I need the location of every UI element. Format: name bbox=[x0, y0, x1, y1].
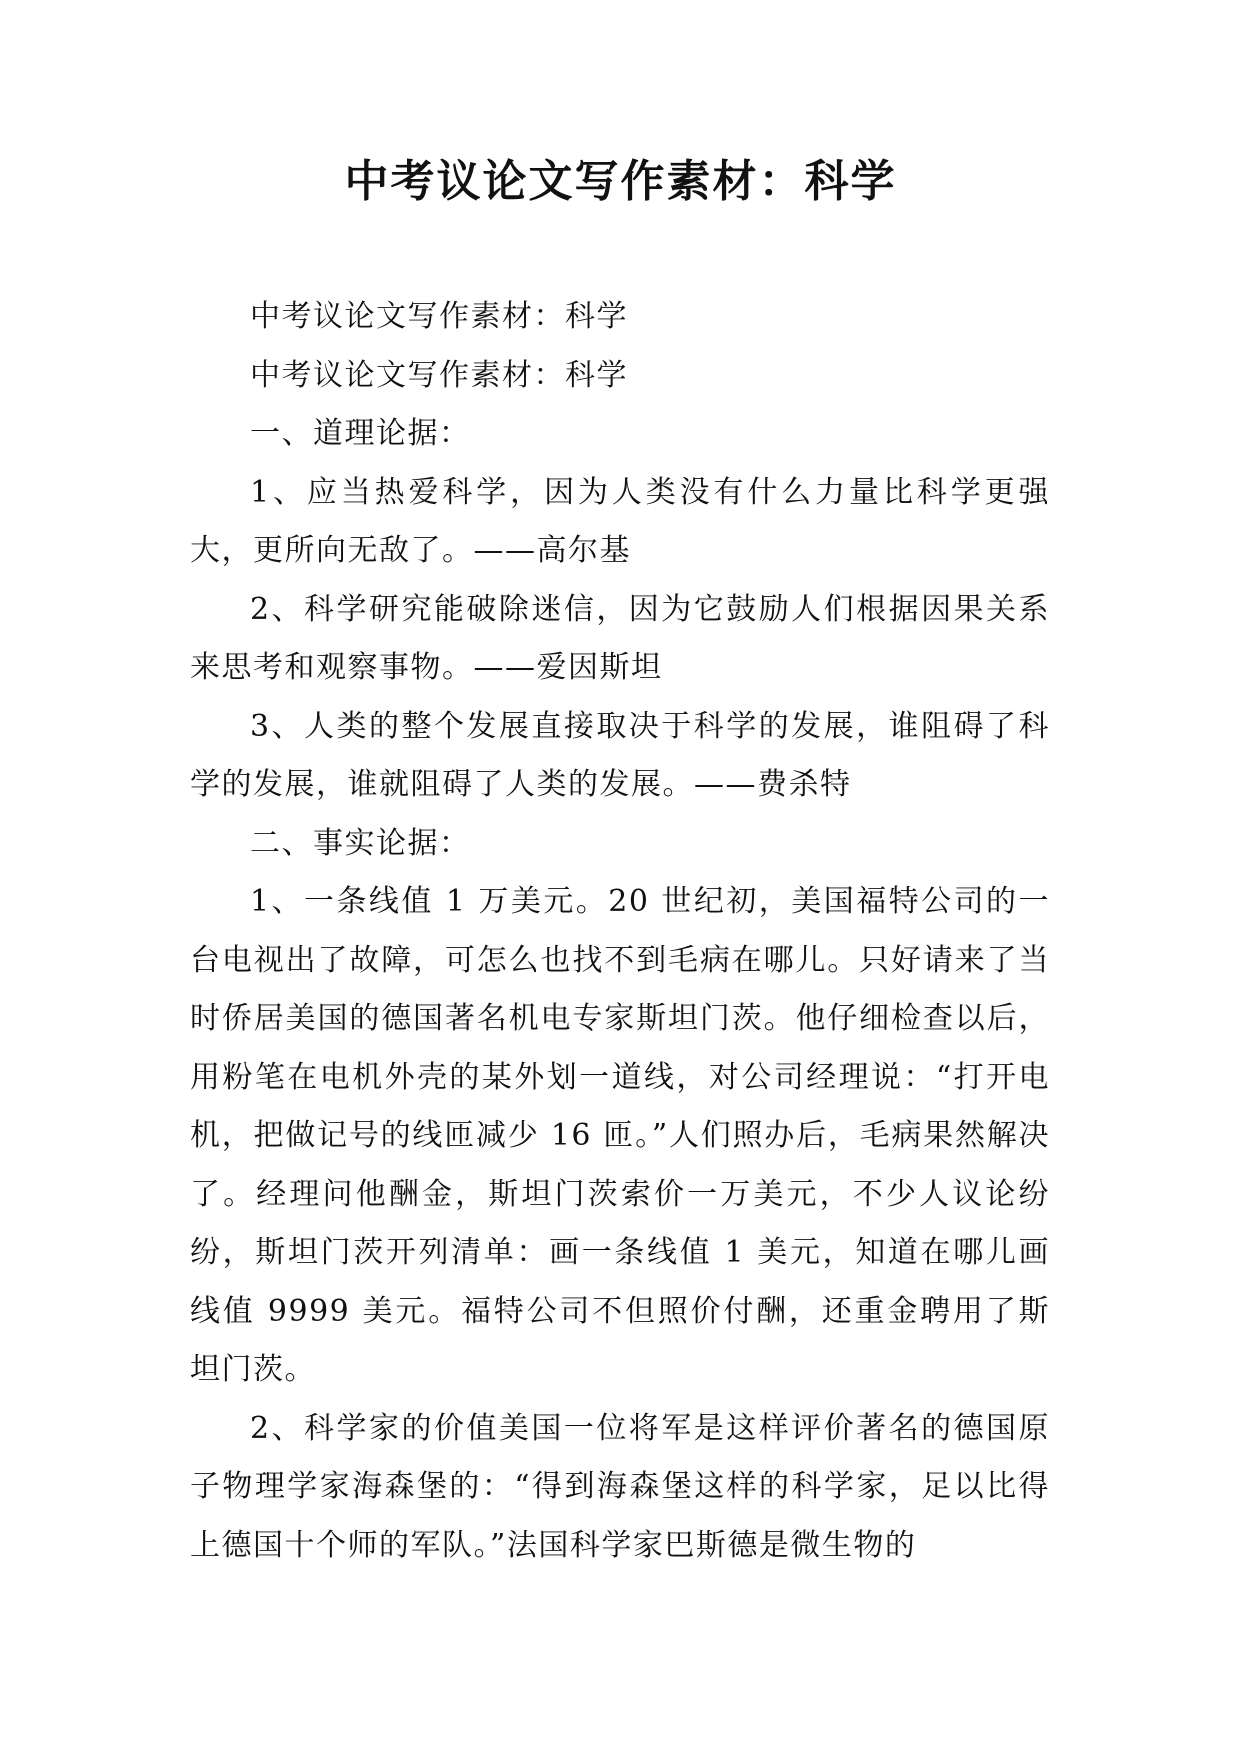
section-heading-facts: 二、事实论据： bbox=[250, 825, 471, 861]
paragraph-fact-steinmetz: 1、一条线值 1 万美元。20 世纪初，美国福特公司的一台电视出了故障，可怎么也找不到毛病在哪儿。只好请来了当时侨居美国的德国著名机电专家斯坦门茨。他仔细检查以后，用粉笔在电机外壳的某外划一道线，对公司经理说：“打开电机，把做记号的线匝减少 16 匝。”人们照办后，毛病果然解决了。经理问他酬金，斯坦门茨索价一万美元，不少人议论纷纷，斯坦门茨开列清单：画一条线值 1 美元，知道在哪儿画线值 9999 美元。福特公司不但照价付酬，还重金聘用了斯坦门茨。 bbox=[190, 884, 1050, 1387]
section-heading-reasoning: 一、道理论据： bbox=[250, 416, 471, 451]
paragraph-quote-fichte: 3、人类的整个发展直接取决于科学的发展，谁阻碍了科学的发展，谁就阻碍了人类的发展。——费杀特 bbox=[190, 708, 1050, 802]
paragraph-quote-einstein: 2、科学研究能破除迷信，因为它鼓励人们根据因果关系来思考和观察事物。——爱因斯坦 bbox=[190, 591, 1050, 685]
document-title: 中考议论文写作素材：科学 bbox=[344, 156, 897, 207]
paragraph-subtitle-1: 中考议论文写作素材：科学 bbox=[250, 299, 628, 334]
document-body bbox=[190, 288, 1050, 1575]
paragraph-subtitle-2: 中考议论文写作素材：科学 bbox=[250, 357, 628, 393]
paragraph-quote-gorky: 1、应当热爱科学，因为人类没有什么力量比科学更强大，更所向无敌了。——高尔基 bbox=[190, 474, 1050, 568]
paragraph-fact-scientist-value: 2、科学家的价值美国一位将军是这样评价著名的德国原子物理学家海森堡的：“得到海森堡这样的科学家，足以比得上德国十个师的军队。”法国科学家巴斯德是微生物的 bbox=[190, 1410, 1050, 1563]
